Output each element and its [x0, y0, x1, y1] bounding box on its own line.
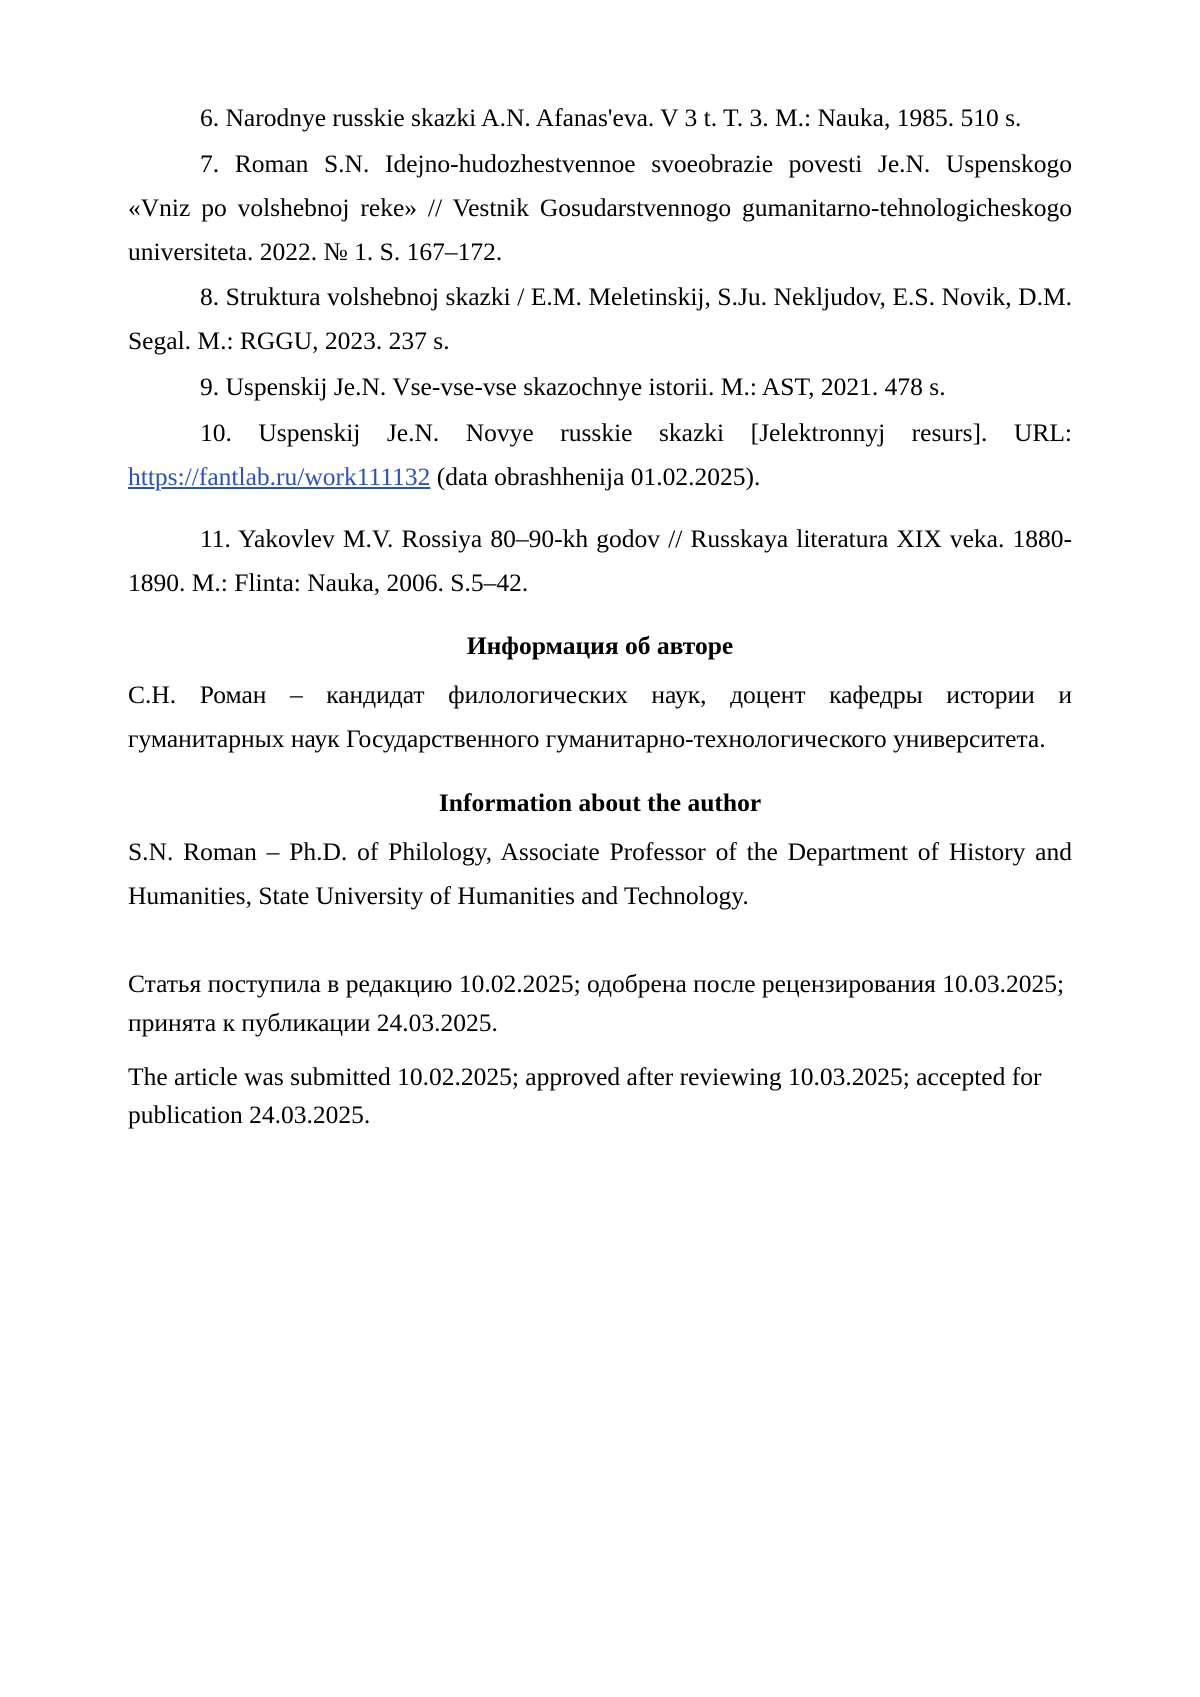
reference-item-with-link: [128, 411, 1072, 499]
reference-item: 9. Uspenskij Je.N. Vse-vse-vse skazochnye istorii. M.: AST, 2021. 478 s.: [200, 372, 946, 402]
reference-item: 6. Narodnye russkie skazki A.N. Afanas'eva. V 3 t. T. 3. M.: Nauka, 1985. 510 s.: [200, 103, 1022, 132]
author-info-heading-ru: Информация об авторе: [466, 631, 734, 661]
reference-item: 8. Struktura volshebnoj skazki / E.M. Meletinskij, S.Ju. Nekljudov, E.S. Novik, D.M. Segal. M.: RGGU, 2023. 237 s.: [128, 282, 1072, 356]
reference-text-after-link: (data obrashhenija 01.02.2025).: [430, 461, 761, 491]
author-info-heading-en: Information about the author: [438, 787, 762, 817]
reference-url-link[interactable]: https://fantlab.ru/work111132: [128, 461, 431, 491]
reference-text-before-link: 10. Uspenskij Je.N. Novye russkie skazki [Jelektronnyj resurs]. URL:: [200, 418, 1072, 448]
submission-note-ru: Статья поступила в редакцию 10.02.2025; одобрена после рецензирования 10.03.2025; принята к публикации 24.03.2025.: [128, 969, 1065, 1037]
section-spacer: [128, 919, 1072, 965]
reference-item: 11. Yakovlev M.V. Rossiya 80–90-kh godov // Russkaya literatura XIX veka. 1880-1890. M.: Flinta: Nauka, 2006. S.5–42.: [128, 523, 1072, 597]
submission-note-en: The article was submitted 10.02.2025; approved after reviewing 10.03.2025; accepted for publication 24.03.2025.: [128, 1061, 1042, 1130]
author-info-body-ru: С.Н. Роман – кандидат филологических наук, доцент кафедры истории и гуманитарных наук Государственного гуманитарно-технологического университета.: [128, 680, 1072, 754]
author-info-body-en: S.N. Roman – Ph.D. of Philology, Associate Professor of the Department of History and Humanities, State University of Humanities and Technology.: [128, 836, 1072, 910]
reference-item: 7. Roman S.N. Idejno-hudozhestvennoe svoeobrazie povesti Je.N. Uspenskogo «Vniz po volshebnoj reke» // Vestnik Gosudarstvennogo gumanitarno-tehnologicheskogo universiteta. 2022. № 1. S. 167–172.: [128, 148, 1072, 266]
